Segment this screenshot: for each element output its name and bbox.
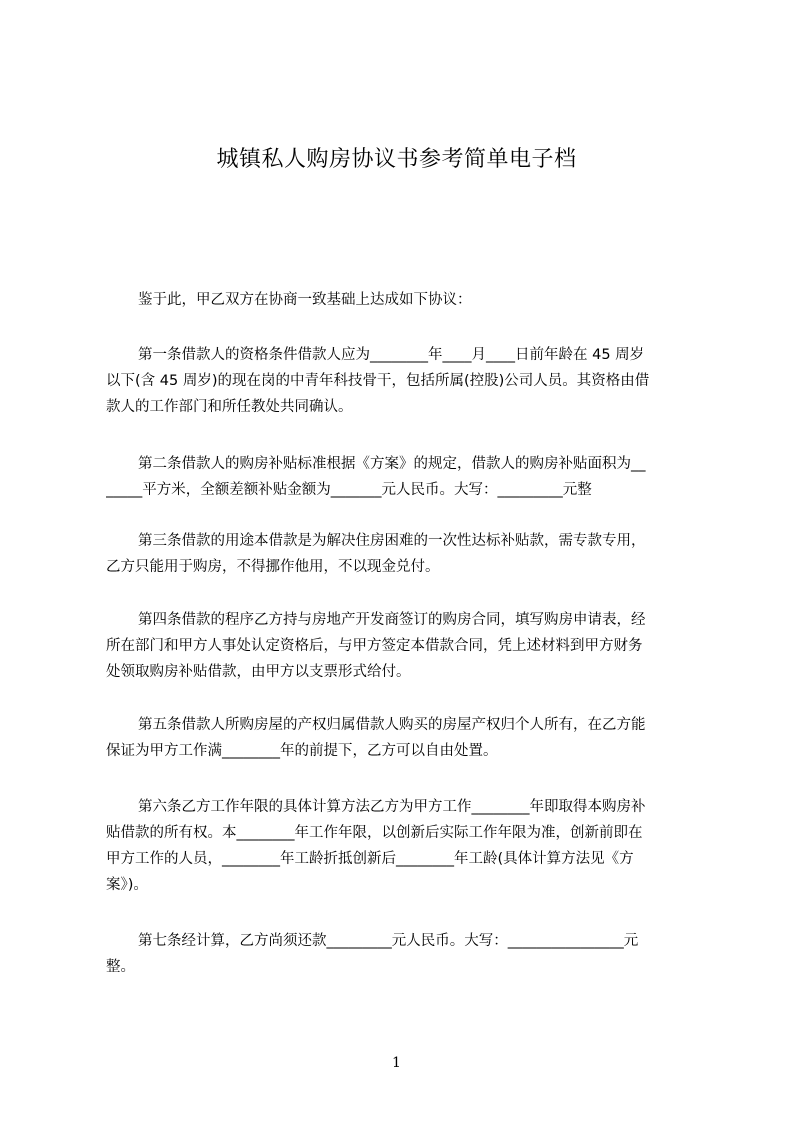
- paragraph-line: 第一条借款人的资格条件借款人应为________年____月____日前年龄在 45 周岁: [138, 347, 645, 363]
- paragraph-line: 第五条借款人所购房屋的产权归属借款人购买的房屋产权归个人所有，在乙方能: [138, 717, 646, 733]
- paragraph-line: 所在部门和甲方人事处认定资格后，与甲方签定本借款合同，凭上述材料到甲方财务: [106, 638, 643, 654]
- paragraph-line: 第七条经计算，乙方尚须还款_________元人民币。大写：________________元: [138, 933, 639, 949]
- paragraph-line: _____平方米，全额差额补贴金额为_______元人民币。大写：_________元整: [106, 482, 592, 498]
- paragraph-line: 处领取购房补贴借款，由甲方以支票形式给付。: [106, 664, 411, 680]
- paragraph-line: 整。: [106, 959, 135, 975]
- paragraph-article-4: [106, 607, 700, 685]
- paragraph-article-7: [106, 928, 700, 980]
- paragraph-line: 第三条借款的用途本借款是为解决住房困难的一次性达标补贴款，需专款专用，: [138, 533, 646, 549]
- paragraph-line: 保证为甲方工作满________年的前提下，乙方可以自由处置。: [106, 743, 498, 759]
- page-number: 1: [392, 1055, 401, 1071]
- paragraph-line: 第六条乙方工作年限的具体计算方法乙方为甲方工作________年即取得本购房补: [138, 799, 646, 815]
- paragraph-line: 以下(含 45 周岁)的现在岗的中青年科技骨干，包括所属(控股)公司人员。其资格由借: [106, 373, 650, 389]
- paragraph-article-2: [106, 451, 700, 503]
- paragraph-line: 乙方只能用于购房，不得挪作他用，不以现金兑付。: [106, 559, 440, 575]
- paragraph-line: 贴借款的所有权。本________年工作年限，以创新后实际工作年限为准，创新前即在: [106, 825, 643, 841]
- paragraph-article-3: [106, 528, 700, 580]
- paragraph-line: 第二条借款人的购房补贴标准根据《方案》的规定，借款人的购房补贴面积为__: [138, 456, 646, 472]
- paragraph-line: 款人的工作部门和所任教处共同确认。: [106, 399, 353, 415]
- paragraph-article-6: [106, 794, 700, 898]
- paragraph-article-5: [106, 712, 700, 764]
- paragraph-preamble: [106, 287, 700, 313]
- paragraph-line: 甲方工作的人员，________年工龄折抵创新后________年工龄(具体计算方法见《方: [106, 851, 634, 867]
- paragraph-article-1: [106, 342, 700, 420]
- paragraph-line: 第四条借款的程序乙方持与房地产开发商签订的购房合同，填写购房申请表，经: [138, 612, 646, 628]
- paragraph-line: 案》)。: [106, 877, 148, 893]
- document-title: 城镇私人购房协议书参考简单电子档: [216, 147, 577, 172]
- paragraph-line: 鉴于此，甲乙双方在协商一致基础上达成如下协议：: [138, 292, 472, 308]
